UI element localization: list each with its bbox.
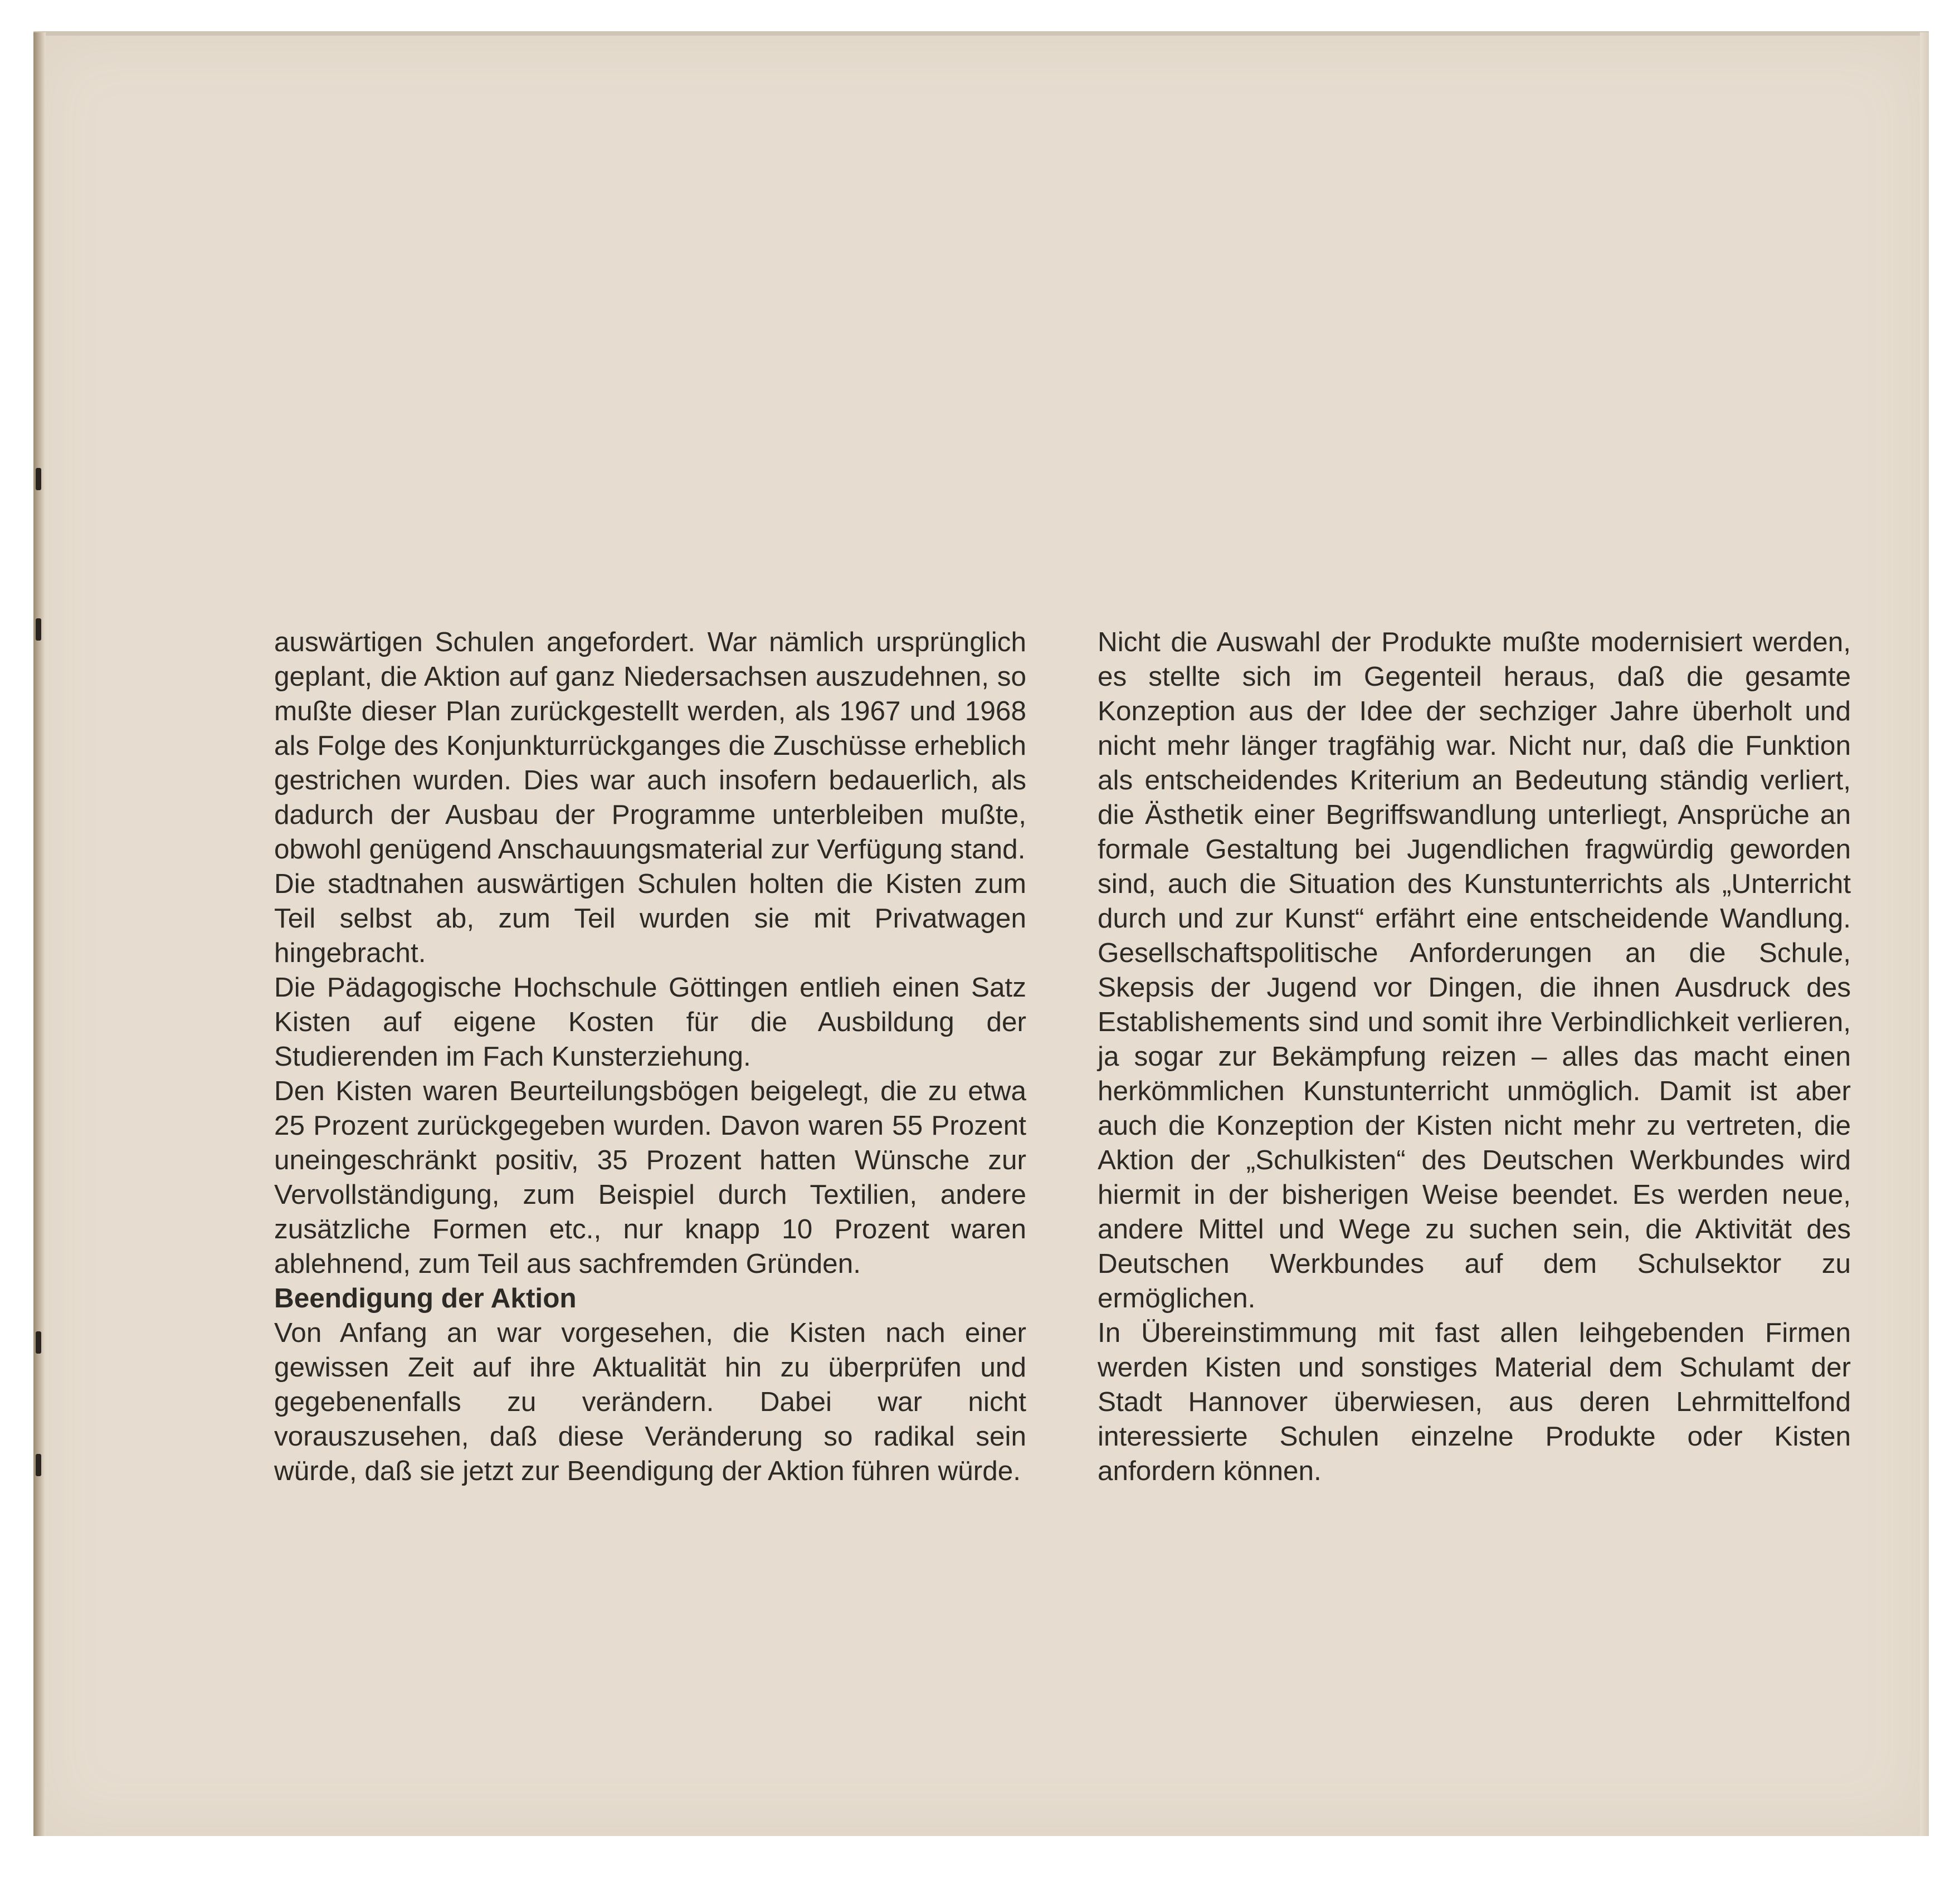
paragraph: Von Anfang an war vorgesehen, die Kisten nach einer gewissen Zeit auf ihre Aktualität hin zu überprüfen und gegebenenfalls zu verändern. Dabei war nicht vorauszusehen, daß diese Veränderung so radikal sein würde, daß sie jetzt zur Beendigung der Aktion führen würde. [274,1317,1026,1486]
left-text-column [274,625,1026,1488]
paragraph: Die Pädagogische Hochschule Göttingen entlieh einen Satz Kisten auf eigene Kosten für die Ausbildung der Studierenden im Fach Kunsterziehung. [274,972,1026,1072]
staple-mark [36,1454,41,1476]
paragraph: Nicht die Auswahl der Produkte mußte modernisiert werden, es stellte sich im Gegenteil heraus, daß die gesamte Konzeption aus der Idee der sechziger Jahre überholt und nicht mehr länger tragfähig war. Nicht nur, daß die Funktion als entscheidendes Kriterium an Bedeutung ständig verliert, die Ästhetik einer Begriffswandlung unterliegt, Ansprüche an formale Gestaltung bei Jugendlichen fragwürdig geworden sind, auch die Situation des Kunstunterrichts als „Unterricht durch und zur Kunst“ erfährt eine entscheidende Wandlung. Gesellschaftspolitische Anforderungen an die Schule, Skepsis der Jugend vor Dingen, die ihnen Ausdruck des Establishements sind und somit ihre Verbindlichkeit verlieren, ja sogar zur Bekämpfung reizen – alles das macht einen herkömmlichen Kunstunterricht unmöglich. Damit ist aber auch die Konzeption der Kisten nicht mehr zu vertreten, die Aktion der „Schulkisten“ des Deutschen Werkbundes wird hiermit in der bisherigen Weise beendet. Es werden neue, andere Mittel und Wege zu suchen sein, die Aktivität des Deutschen Werkbundes auf dem Schulsektor zu ermöglichen. [1098,627,1851,1314]
paragraph: auswärtigen Schulen angefordert. War nämlich ursprünglich geplant, die Aktion auf ganz Niedersachsen auszudehnen, so mußte dieser Plan zurückgestellt werden, als 1967 und 1968 als Folge des Konjunkturrückganges die Zuschüsse erheblich gestrichen wurden. Dies war auch insofern bedauerlich, als dadurch der Ausbau der Programme unterbleiben mußte, obwohl genügend Anschauungsmaterial zur Verfügung stand. [274,627,1026,865]
paragraph: Die stadtnahen auswärtigen Schulen holten die Kisten zum Teil selbst ab, zum Teil wurden sie mit Privatwagen hingebracht. [274,868,1026,968]
staple-mark [36,1331,41,1354]
binding-edge [33,32,46,1836]
paragraph: In Übereinstimmung mit fast allen leihgebenden Firmen werden Kisten und sonstiges Material dem Schulamt der Stadt Hannover überwiesen, aus deren Lehrmittelfond interessierte Schulen einzelne Produkte oder Kisten anfordern können. [1098,1317,1851,1486]
staple-mark [36,468,41,490]
section-heading: Beendigung der Aktion [274,1283,577,1314]
paragraph: Den Kisten waren Beurteilungsbögen beigelegt, die zu etwa 25 Prozent zurückgegeben wurden. Davon waren 55 Prozent uneingeschränkt positiv, 35 Prozent hatten Wünsche zur Vervollständigung, zum Beispiel durch Textilien, andere zusätzliche Formen etc., nur knapp 10 Prozent waren ablehnend, zum Teil aus sachfremden Gründen. [274,1076,1026,1279]
paper-top-edge [33,31,1929,36]
right-text-column [1098,625,1851,1488]
paper-right-edge [1920,32,1929,1836]
staple-mark [36,618,41,641]
